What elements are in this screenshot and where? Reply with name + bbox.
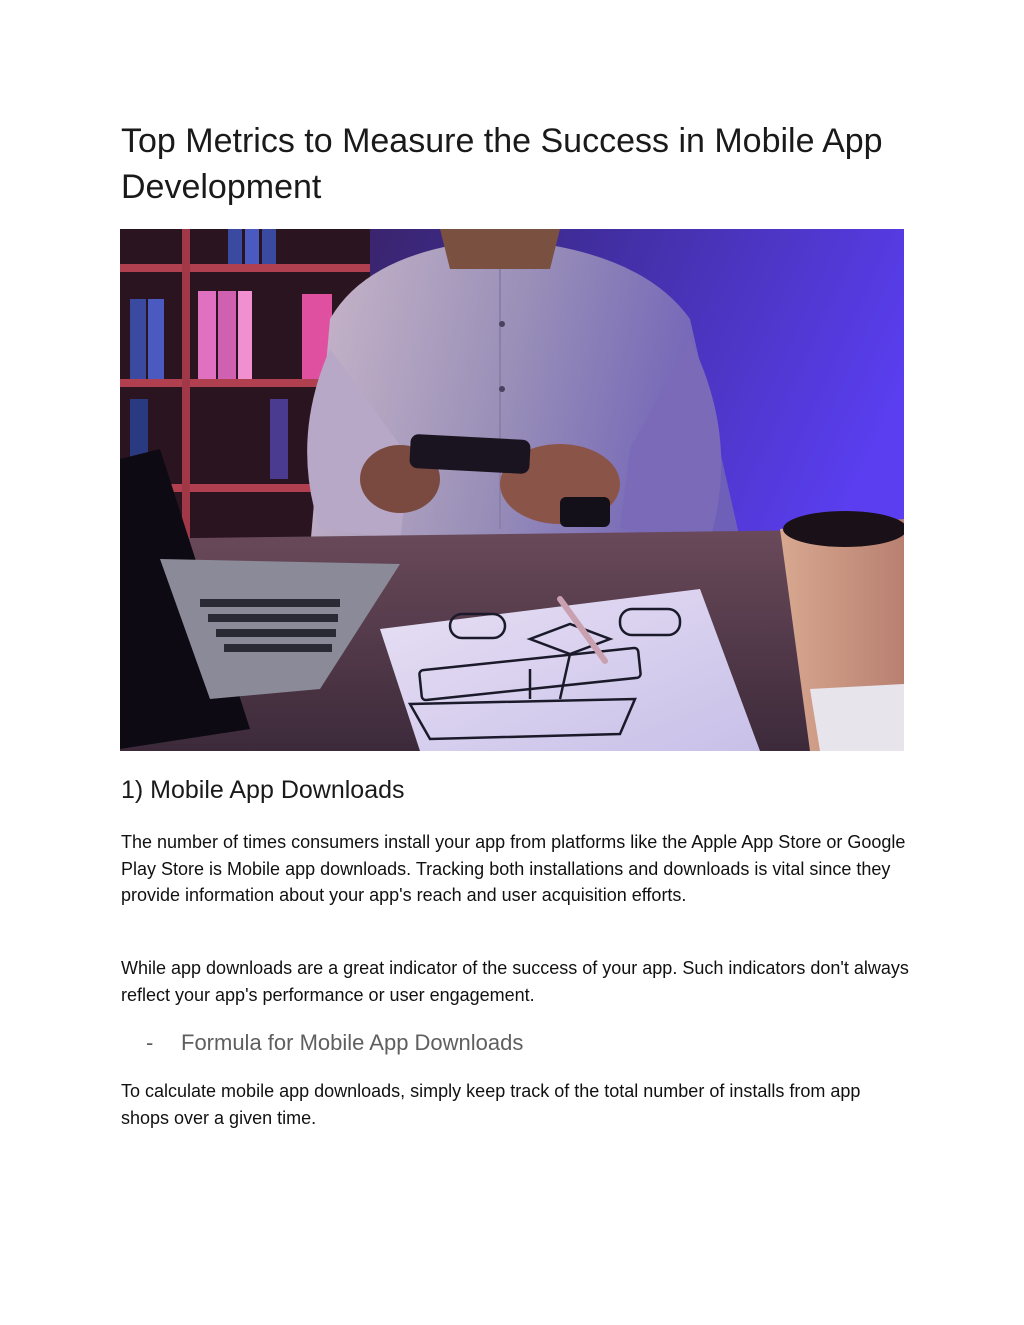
page-title: Top Metrics to Measure the Success in Mobile App Development bbox=[121, 122, 883, 206]
formula-paragraph: To calculate mobile app downloads, simply keep track of the total number of installs from app shops over a given time. bbox=[121, 1081, 861, 1128]
subheading-text: Formula for Mobile App Downloads bbox=[181, 1030, 524, 1055]
section-heading: 1) Mobile App Downloads bbox=[121, 776, 405, 804]
subheading bbox=[146, 1027, 523, 1059]
hero-photo bbox=[120, 229, 904, 751]
body-paragraph: While app downloads are a great indicator of the success of your app. Such indicators don't always reflect your app's performance or user engagement. bbox=[121, 958, 909, 1005]
body-paragraph: The number of times consumers install your app from platforms like the Apple App Store or Google Play Store is Mobile app downloads. Tracking both installations and downloads is vital since they provide information about your app's reach and user acquisition efforts. bbox=[121, 832, 906, 905]
photo-icon bbox=[120, 229, 904, 751]
bullet-dash: - bbox=[146, 1030, 154, 1055]
